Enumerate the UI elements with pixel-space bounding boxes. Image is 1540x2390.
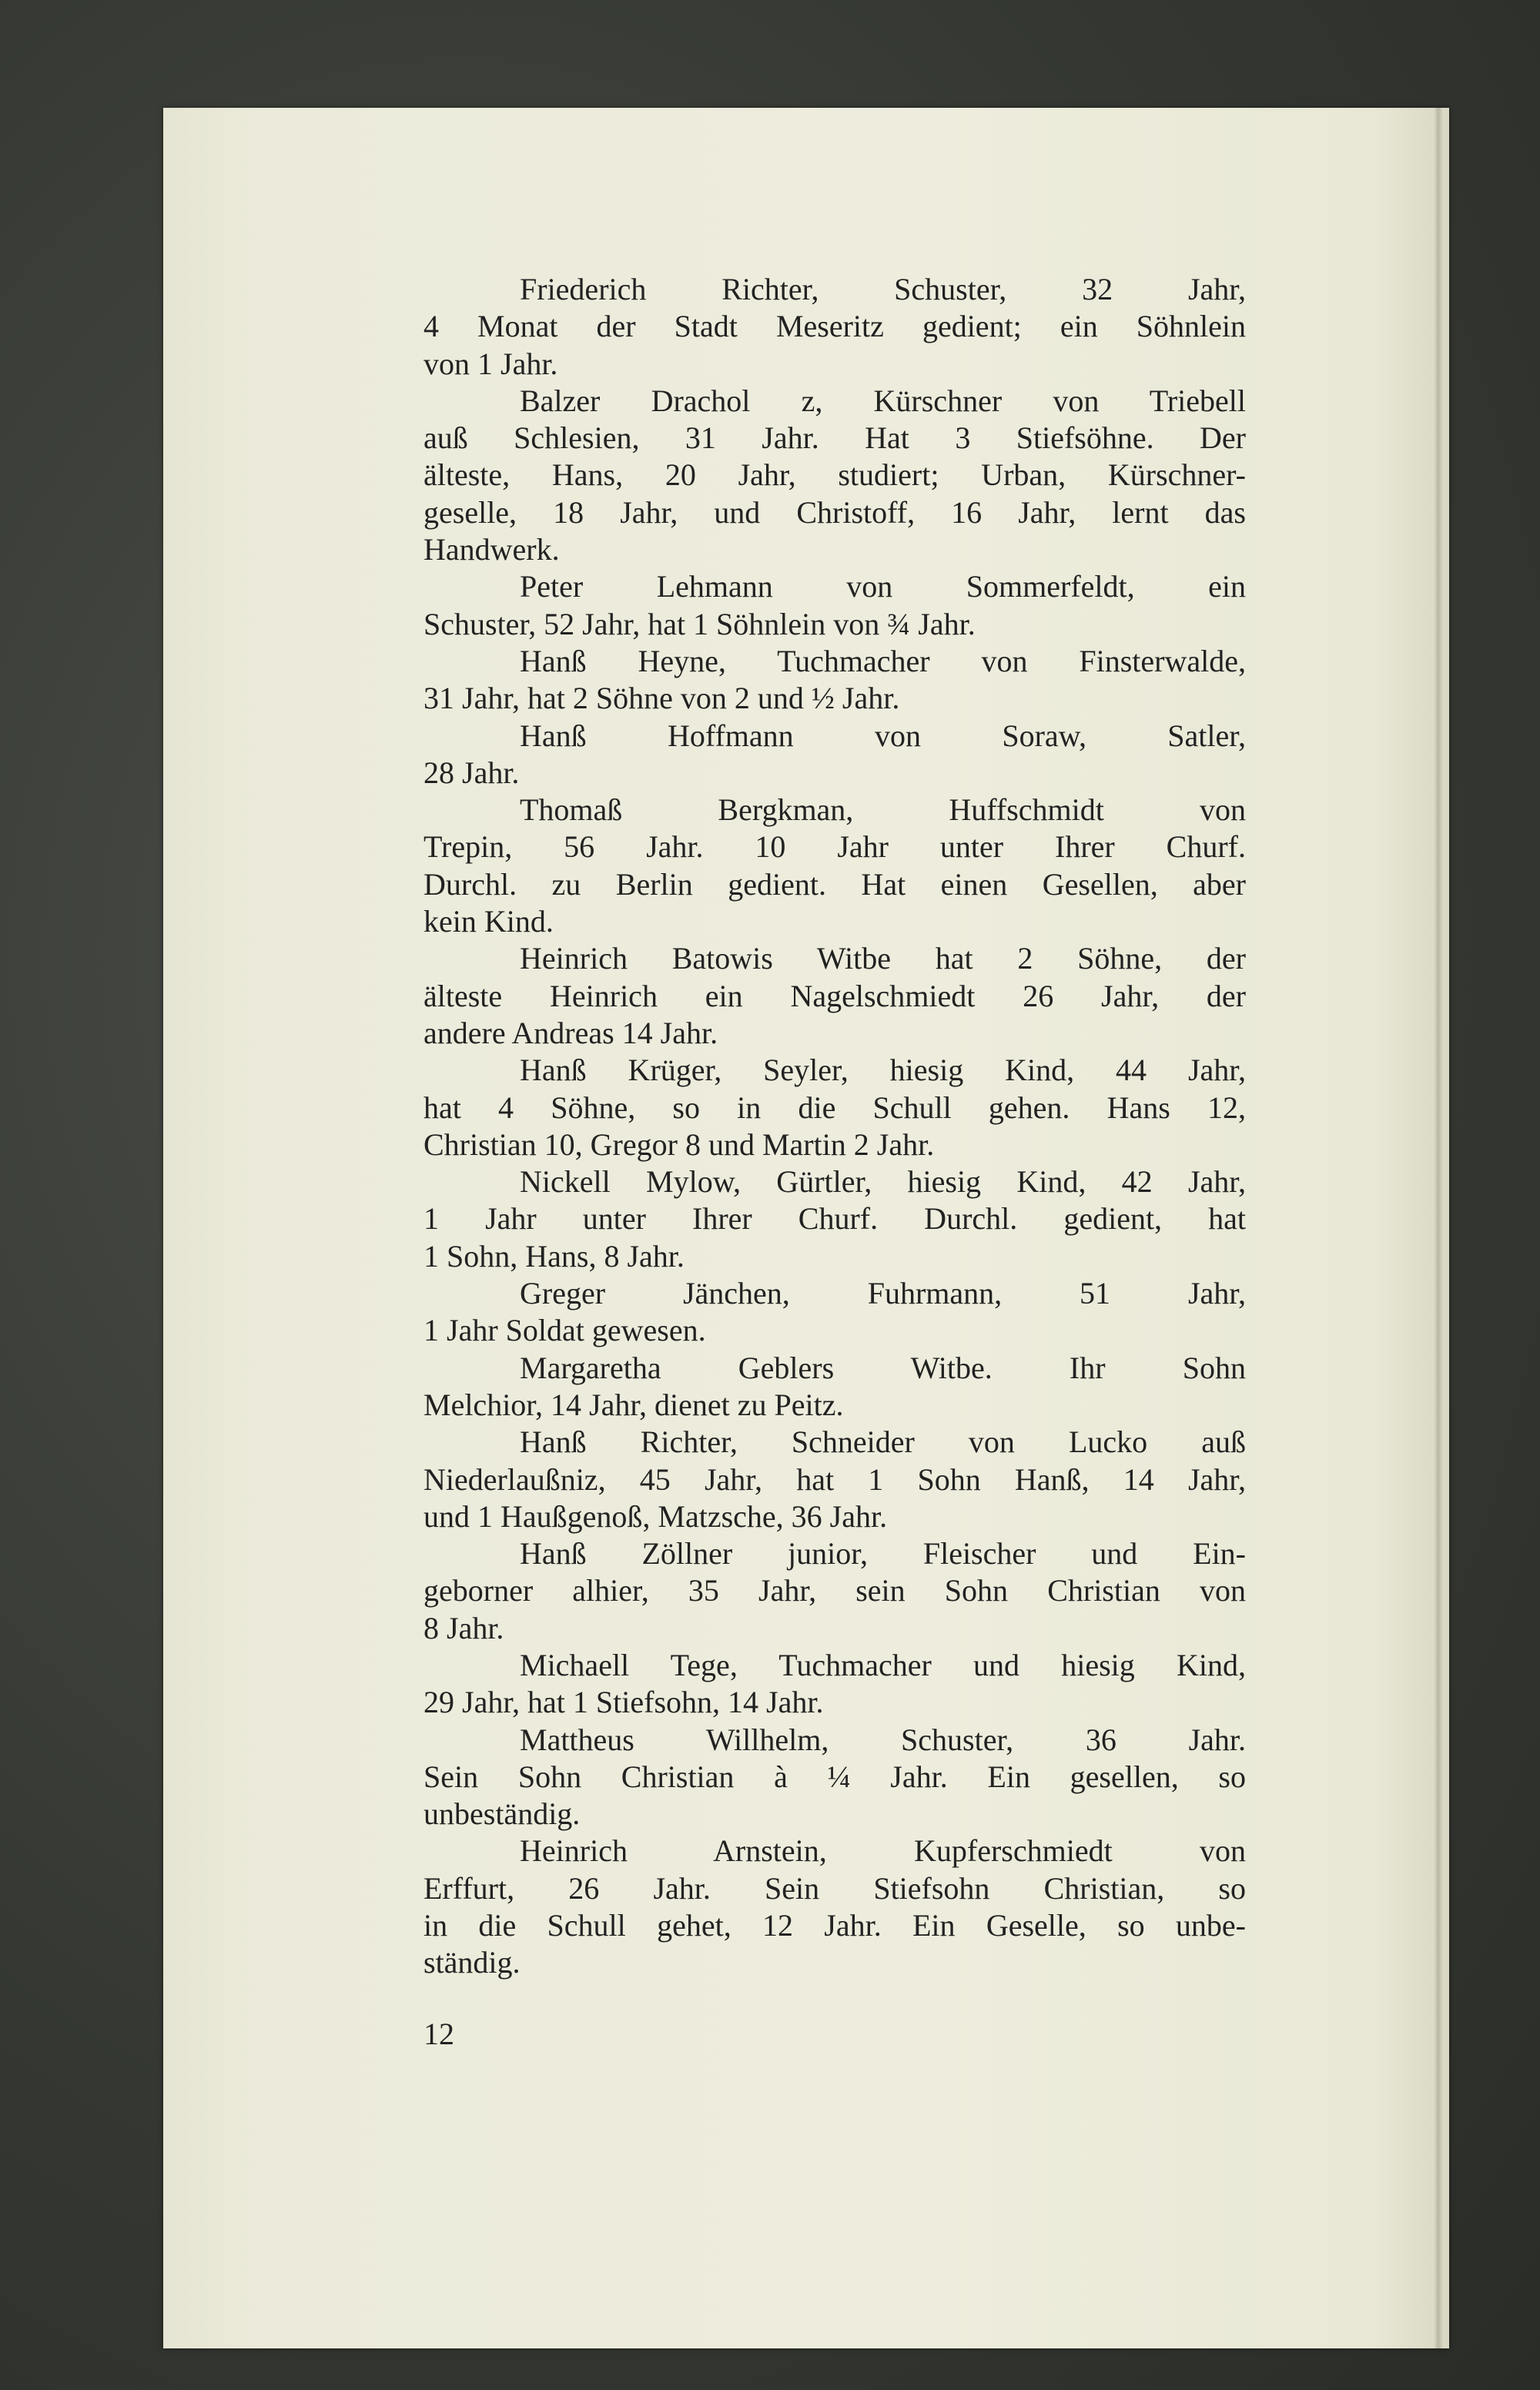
paragraph-entry <box>424 1647 1246 1722</box>
page-fold-shadow <box>1434 108 1443 2348</box>
paragraph-entry <box>424 718 1246 792</box>
text-line: 31 Jahr, hat 2 Söhne von 2 und ½ Jahr. <box>424 681 900 716</box>
page-body-text <box>424 271 1246 1982</box>
text-line: Handwerk. <box>424 532 560 567</box>
text-line: Niederlaußniz, 45 Jahr, hat 1 Sohn Hanß, 14 Jahr, <box>424 1461 1246 1497</box>
text-line: 1 Jahr Soldat gewesen. <box>424 1313 706 1348</box>
text-line: Trepin, 56 Jahr. 10 Jahr unter Ihrer Churf. <box>424 829 1246 865</box>
text-line: Hanß Richter, Schneider von Lucko auß <box>520 1424 1246 1460</box>
text-line: 4 Monat der Stadt Meseritz gedient; ein Söhnlein <box>424 309 1246 344</box>
text-line: Hanß Hoffmann von Soraw, Satler, <box>520 718 1246 753</box>
text-line: Hanß Heyne, Tuchmacher von Finsterwalde, <box>520 643 1246 678</box>
paragraph-entry <box>424 383 1246 568</box>
text-line: Greger Jänchen, Fuhrmann, 51 Jahr, <box>520 1276 1246 1311</box>
paragraph-entry <box>424 1535 1246 1647</box>
text-line: Friederich Richter, Schuster, 32 Jahr, <box>520 272 1246 306</box>
text-line: 8 Jahr. <box>424 1610 504 1645</box>
text-line: geborner alhier, 35 Jahr, sein Sohn Christian von <box>424 1573 1246 1608</box>
paragraph-entry <box>424 792 1246 940</box>
text-line: Melchior, 14 Jahr, dienet zu Peitz. <box>424 1387 844 1422</box>
text-line: und 1 Haußgenoß, Matzsche, 36 Jahr. <box>424 1498 888 1534</box>
text-line: Hanß Krüger, Seyler, hiesig Kind, 44 Jahr, <box>520 1053 1246 1088</box>
text-line: Thomaß Bergkman, Huffschmidt von <box>520 792 1246 828</box>
text-line: Hanß Zöllner junior, Fleischer und Ein- <box>520 1536 1246 1572</box>
text-line: geselle, 18 Jahr, und Christoff, 16 Jahr, lernt das <box>424 494 1246 530</box>
text-line: ständig. <box>424 1945 521 1980</box>
paragraph-entry <box>424 1275 1246 1350</box>
text-line: von 1 Jahr. <box>424 346 558 381</box>
paragraph-entry <box>424 1424 1246 1535</box>
paragraph-entry <box>424 1833 1246 1981</box>
text-line: 1 Sohn, Hans, 8 Jahr. <box>424 1238 685 1274</box>
text-line: Balzer Drachol z, Kürschner von Triebell <box>520 383 1246 418</box>
text-line: Durchl. zu Berlin gedient. Hat einen Gesellen, aber <box>424 866 1246 902</box>
paragraph-entry <box>424 271 1246 383</box>
text-line: Mattheus Willhelm, Schuster, 36 Jahr. <box>520 1722 1246 1757</box>
text-line: Heinrich Arnstein, Kupferschmiedt von <box>520 1833 1246 1869</box>
paragraph-entry <box>424 1350 1246 1424</box>
text-line: älteste, Hans, 20 Jahr, studiert; Urban, Kürschner- <box>424 457 1246 493</box>
text-line: 28 Jahr. <box>424 755 520 790</box>
text-line: auß Schlesien, 31 Jahr. Hat 3 Stiefsöhne. Der <box>424 420 1246 456</box>
text-line: in die Schull gehet, 12 Jahr. Ein Geselle, so unbe- <box>424 1908 1246 1943</box>
text-line: Sein Sohn Christian à ¼ Jahr. Ein gesellen, so <box>424 1759 1246 1794</box>
text-line: 1 Jahr unter Ihrer Churf. Durchl. gedient, hat <box>424 1201 1246 1237</box>
text-line: Christian 10, Gregor 8 und Martin 2 Jahr. <box>424 1126 935 1162</box>
page-number: 12 <box>424 2017 454 2051</box>
paragraph-entry <box>424 1163 1246 1275</box>
text-line: 29 Jahr, hat 1 Stiefsohn, 14 Jahr. <box>424 1685 824 1720</box>
text-line: Nickell Mylow, Gürtler, hiesig Kind, 42 Jahr, <box>520 1164 1246 1200</box>
text-line: Michaell Tege, Tuchmacher und hiesig Kind, <box>520 1647 1246 1682</box>
text-line: hat 4 Söhne, so in die Schull gehen. Hans 12, <box>424 1090 1246 1125</box>
paragraph-entry <box>424 1722 1246 1833</box>
text-line: kein Kind. <box>424 904 554 939</box>
text-line: andere Andreas 14 Jahr. <box>424 1015 718 1050</box>
text-line: Schuster, 52 Jahr, hat 1 Söhnlein von ¾ Jahr. <box>424 606 976 641</box>
paragraph-entry <box>424 940 1246 1052</box>
text-line: Peter Lehmann von Sommerfeldt, ein <box>520 569 1246 604</box>
paragraph-entry <box>424 643 1246 718</box>
text-line: Heinrich Batowis Witbe hat 2 Söhne, der <box>520 941 1246 976</box>
text-line: unbeständig. <box>424 1796 581 1832</box>
text-line: Erffurt, 26 Jahr. Sein Stiefsohn Christian, so <box>424 1870 1246 1906</box>
paragraph-entry <box>424 568 1246 643</box>
paragraph-entry <box>424 1052 1246 1163</box>
text-line: älteste Heinrich ein Nagelschmiedt 26 Jahr, der <box>424 978 1246 1013</box>
text-line: Margaretha Geblers Witbe. Ihr Sohn <box>520 1350 1246 1385</box>
